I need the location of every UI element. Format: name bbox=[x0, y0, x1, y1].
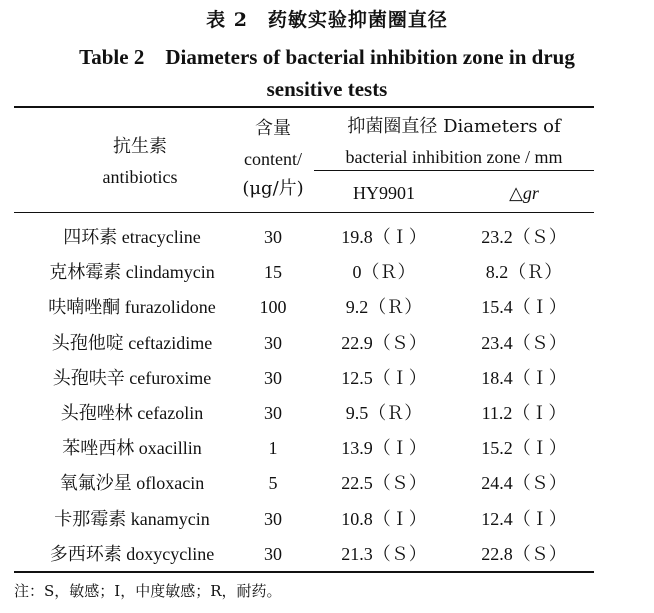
cell-gr: 12.4（Ｉ） bbox=[481, 508, 567, 529]
cell-antibiotic: 四环素 etracycline bbox=[63, 227, 201, 247]
cell-gr: 24.4（Ｓ） bbox=[481, 473, 567, 494]
cell-content: 30 bbox=[264, 543, 282, 564]
header-content bbox=[228, 118, 318, 200]
table-title-en-line2: sensitive tests bbox=[266, 77, 388, 101]
header-antibiotics bbox=[40, 136, 240, 188]
cell-hy9901: 21.3（Ｓ） bbox=[341, 543, 427, 564]
header-strain-gr-text: gr bbox=[522, 183, 539, 203]
cell-antibiotic: 多西环素 doxycycline bbox=[49, 543, 215, 564]
cell-content: 30 bbox=[264, 403, 282, 423]
cell-antibiotic: 卡那霉素 kanamycin bbox=[54, 508, 210, 529]
cell-antibiotic: 头孢呋辛 cefuroxime bbox=[52, 367, 212, 388]
header-diameter-label2: bacterial inhibition zone / mm bbox=[345, 147, 563, 167]
cell-gr: 23.2（Ｓ） bbox=[481, 227, 567, 247]
cell-antibiotic: 头孢唑林 cefazolin bbox=[60, 403, 204, 423]
cell-hy9901: 19.8（Ｉ） bbox=[341, 227, 427, 247]
cell-gr: 18.4（Ｉ） bbox=[481, 367, 567, 388]
table-title-en bbox=[30, 41, 624, 105]
header-strain-gr bbox=[454, 182, 594, 205]
bottom-rule bbox=[14, 571, 594, 573]
header-content-cn: 含量 bbox=[255, 118, 291, 139]
cell-content: 5 bbox=[268, 473, 278, 494]
cell-hy9901: 13.9（Ｉ） bbox=[341, 438, 427, 459]
header-antibiotics-en: antibiotics bbox=[102, 167, 178, 187]
table-footnote: 注：S，敏感；I，中度敏感；R，耐药。 bbox=[14, 582, 282, 600]
cell-antibiotic: 头孢他啶 ceftazidime bbox=[51, 332, 213, 353]
cell-content: 30 bbox=[264, 367, 282, 388]
cell-hy9901: 22.9（Ｓ） bbox=[341, 332, 427, 353]
cell-content: 30 bbox=[264, 227, 282, 247]
cell-gr: 15.2（Ｉ） bbox=[481, 438, 567, 459]
cell-gr: 8.2（Ｒ） bbox=[485, 262, 563, 283]
cell-gr: 22.8（Ｓ） bbox=[481, 543, 567, 564]
table-title-en-line1: Table 2 Diameters of bacterial inhibition zone in drug bbox=[79, 45, 575, 69]
cell-gr: 11.2（Ｉ） bbox=[481, 403, 567, 423]
cell-gr: 15.4（Ｉ） bbox=[481, 297, 567, 318]
cell-gr: 23.4（Ｓ） bbox=[481, 332, 567, 353]
cell-antibiotic: 克林霉素 clindamycin bbox=[49, 262, 215, 283]
table-title-cn: 表 2 药敏实验抑菌圈直径 bbox=[206, 9, 448, 31]
header-bottom-rule bbox=[14, 212, 594, 213]
header-strain-hy9901: HY9901 bbox=[353, 183, 415, 203]
cell-hy9901: 9.5（Ｒ） bbox=[345, 403, 423, 423]
header-diameter bbox=[314, 116, 594, 168]
cell-content: 100 bbox=[259, 297, 287, 318]
cell-antibiotic: 氧氟沙星 ofloxacin bbox=[59, 473, 205, 494]
cell-antibiotic: 呋喃唑酮 furazolidone bbox=[48, 297, 216, 318]
cell-content: 30 bbox=[264, 332, 282, 353]
header-diameter-label: 抑菌圈直径 Diameters of bbox=[347, 116, 561, 137]
cell-hy9901: 10.8（Ｉ） bbox=[341, 508, 427, 529]
cell-hy9901: 22.5（Ｓ） bbox=[341, 473, 427, 494]
cell-content: 15 bbox=[264, 262, 282, 283]
cell-hy9901: 0（Ｒ） bbox=[352, 262, 416, 283]
header-content-unit: (μg/片) bbox=[242, 178, 304, 199]
cell-content: 30 bbox=[264, 508, 282, 529]
delta-symbol: △ bbox=[509, 183, 523, 204]
header-content-en: content/ bbox=[244, 149, 302, 169]
cell-content: 1 bbox=[268, 438, 278, 459]
cell-antibiotic: 苯唑西林 oxacillin bbox=[62, 438, 202, 459]
cell-hy9901: 12.5（Ｉ） bbox=[341, 367, 427, 388]
header-antibiotics-cn: 抗生素 bbox=[113, 136, 167, 157]
sub-header-rule bbox=[314, 170, 594, 171]
top-rule bbox=[14, 106, 594, 108]
cell-hy9901: 9.2（Ｒ） bbox=[345, 297, 423, 318]
